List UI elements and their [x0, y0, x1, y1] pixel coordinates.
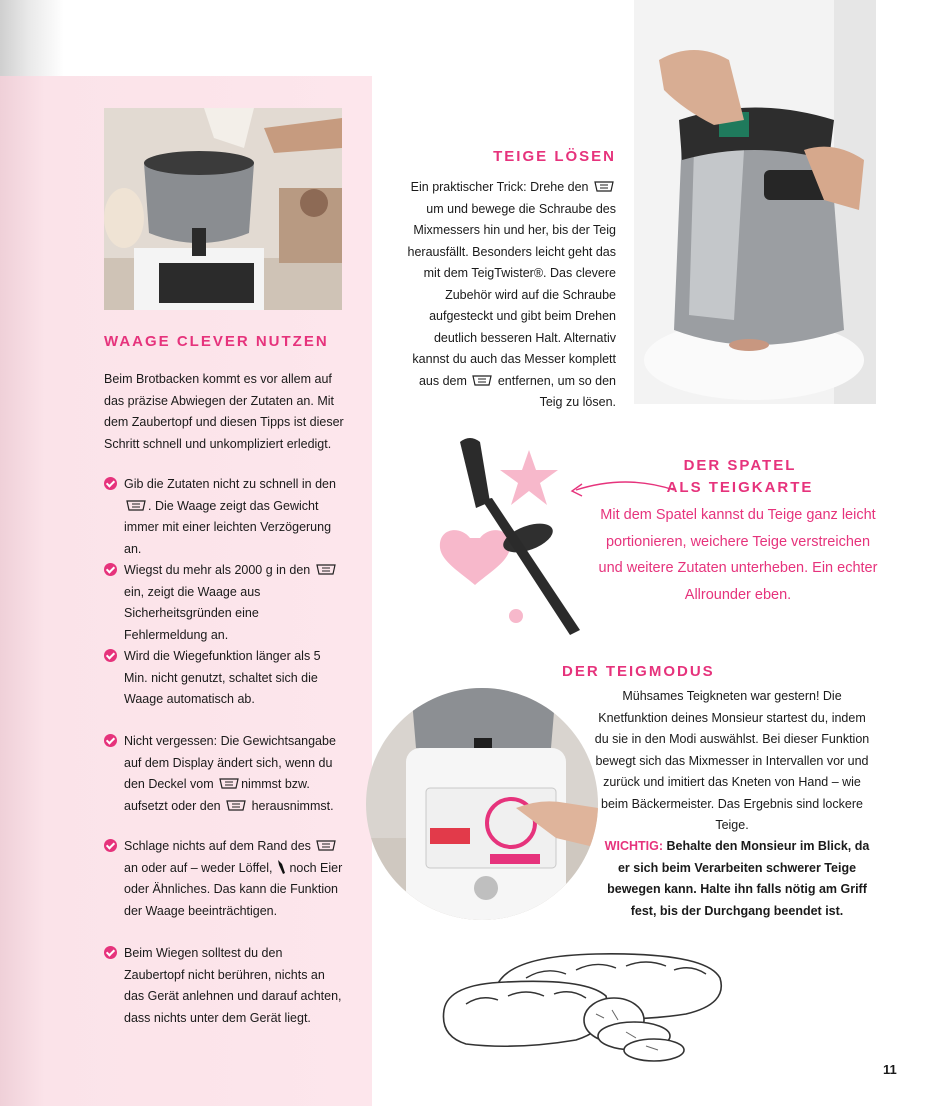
- heading-teige-loesen: TEIGE LÖSEN: [493, 148, 616, 165]
- photo-weighing-flour: [104, 108, 342, 310]
- bullet-item: [104, 836, 344, 922]
- bullet-item: [104, 943, 344, 1029]
- bullet-text: Nicht vergessen: Die Gewichtsangabe auf dem Display ändert sich, wenn du den Deckel vom: [124, 734, 336, 791]
- photo-pot-upside-down: [634, 0, 876, 404]
- bullet-text: Schlage nichts auf dem Rand des: [124, 839, 311, 853]
- bullet-text: noch Eier oder Ähnliches. Das kann die Funktion der Waage beeinträchtigen.: [124, 860, 343, 918]
- teigmodus-warning: [600, 836, 874, 922]
- heart-icon: [440, 530, 510, 585]
- photo-teigmodus-display: [366, 688, 598, 920]
- check-icon: [104, 563, 117, 576]
- pot-icon: [594, 181, 614, 192]
- check-icon: [104, 946, 117, 959]
- teige-loesen-text-1: Ein praktischer Trick: Drehe den: [410, 180, 589, 194]
- teige-loesen-text: [398, 177, 616, 414]
- check-icon: [104, 839, 117, 852]
- pot-icon: [126, 500, 146, 511]
- star-icon: [498, 448, 560, 508]
- teige-loesen-text-2: um und bewege die Schraube des Mixmessers hin und her, bis der Teig herausfällt. Besonders leicht geht das mit dem TeigTwister®. Das clevere Zubehör wird auf die Schraube aufgesteckt und gibt beim Drehen deutlich besseren Halt. Alternativ kannst du auch das Messer komplett aus dem: [407, 201, 616, 388]
- bullet-text: nimmst bzw. aufsetzt oder den: [124, 777, 310, 813]
- bullet-text: Beim Wiegen solltest du den Zaubertopf nicht berühren, nichts an das Gerät anlehnen und darauf achten, dass nichts unter dem Gerät liegt.: [124, 946, 342, 1025]
- bread-illustration: [436, 948, 726, 1070]
- spoon-icon: [276, 860, 286, 874]
- check-icon: [104, 649, 117, 662]
- pot-icon: [226, 800, 246, 811]
- bullet-text: Wiegst du mehr als 2000 g in den: [124, 563, 311, 577]
- warning-text: Behalte den Monsieur im Blick, da er sich beim Verarbeiten schwerer Teige bewegen kann. Halte ihn falls nötig am Griff fest, bis der Durchgang beendet ist.: [607, 839, 870, 918]
- spatel-text: Mit dem Spatel kannst du Teige ganz leicht portionieren, weichere Teige verstreichen und weitere Zutaten unterheben. Ein echter Allrounder eben.: [598, 507, 878, 603]
- check-icon: [104, 734, 117, 747]
- bullet-text: ein, zeigt die Waage aus Sicherheitsgründen eine Fehlermeldung an.: [124, 584, 261, 642]
- teigmodus-text: Mühsames Teigkneten war gestern! Die Knetfunktion deines Monsieur startest du, indem du sie in den Modi auswählst. Bei dieser Funktion bewegt sich das Mixmesser in Intervallen vor und zurück und imitiert das Kneten von Hand – wie beim Bäckermeister. Das Ergebnis sind lockere Teige.: [594, 689, 870, 832]
- heading-spatel-line2: ALS TEIGKARTE: [666, 479, 814, 496]
- bullet-text: Wird die Wiegefunktion länger als 5 Min. nicht genutzt, schaltet sich die Waage automatisch ab.: [124, 649, 321, 706]
- bullet-item: [104, 474, 344, 560]
- bullet-text: herausnimmst.: [251, 798, 334, 813]
- bullet-text: . Die Waage zeigt das Gewicht immer mit einer leichten Verzögerung an.: [124, 498, 332, 556]
- dot-decoration: [509, 609, 523, 623]
- bullet-text: Gib die Zutaten nicht zu schnell in den: [124, 477, 336, 491]
- bullet-item: [104, 560, 344, 646]
- pot-icon: [316, 840, 336, 851]
- page-number: 11: [883, 1062, 897, 1077]
- heading-spatel-line1: DER SPATEL: [683, 457, 797, 474]
- warning-label: WICHTIG:: [604, 839, 663, 853]
- teige-loesen-text-3: entfernen, um so den Teig zu lösen.: [497, 373, 616, 409]
- pot-icon: [472, 375, 492, 386]
- heading-waage: WAAGE CLEVER NUTZEN: [104, 333, 329, 350]
- pot-icon: [219, 778, 239, 789]
- bullet-item: [104, 731, 344, 817]
- pot-icon: [316, 564, 336, 575]
- heading-teigmodus: DER TEIGMODUS: [562, 663, 715, 680]
- bullet-item: [104, 646, 344, 711]
- bullet-text: an oder auf – weder Löffel,: [124, 860, 273, 875]
- check-icon: [104, 477, 117, 490]
- waage-intro: Beim Brotbacken kommt es vor allem auf das präzise Abwiegen der Zutaten an. Mit dem Zaubertopf und diesen Tipps ist dieser Schritt schnell und unkompliziert erledigt.: [104, 372, 344, 451]
